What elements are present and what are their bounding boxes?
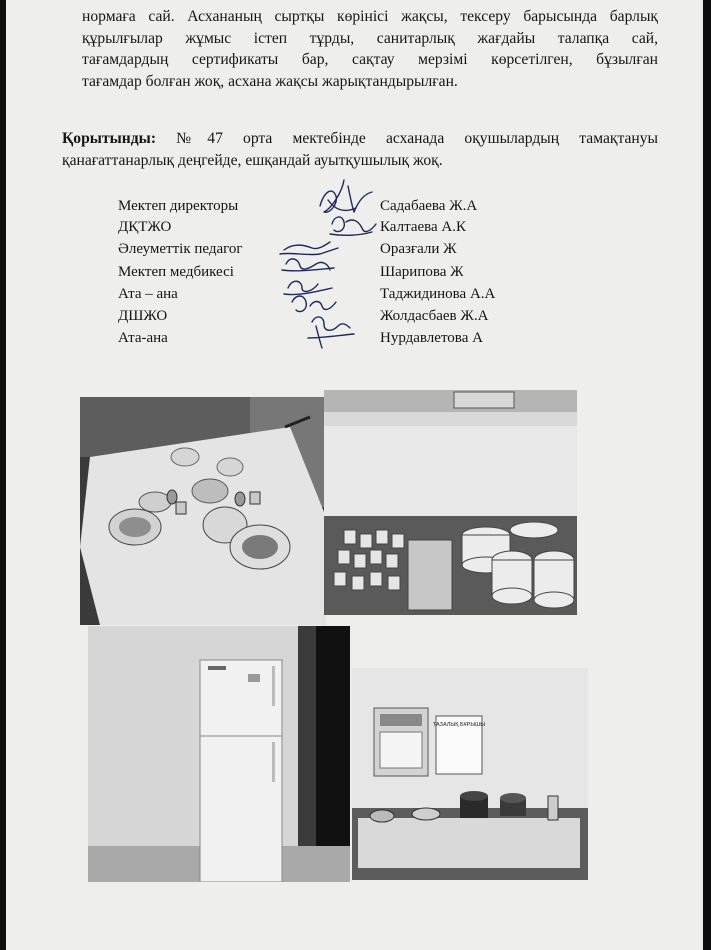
photo-dish-shelf bbox=[324, 390, 577, 615]
signatory-name: Шарипова Ж bbox=[380, 264, 464, 280]
conclusion-line-2: қанағаттанарлық деңгейде, ешқандай ауытқушылық жоқ. bbox=[62, 152, 443, 169]
intro-line: нормаға сай. Асхананың сыртқы көрінісі жақсы, тексеру барысында барлық bbox=[82, 8, 658, 25]
conclusion-line-1 bbox=[62, 128, 658, 150]
conclusion-paragraph bbox=[62, 128, 658, 172]
signatory-role: Әлеуметтік педагог bbox=[118, 241, 243, 257]
signatory-role: Ата-ана bbox=[118, 330, 168, 346]
scan-left-edge bbox=[0, 0, 6, 950]
photo-served-meal-table bbox=[80, 397, 326, 625]
photo-refrigerator bbox=[88, 626, 350, 882]
intro-line: тағамдар болған жоқ, асхана жақсы жарықтандырылған. bbox=[82, 72, 458, 90]
signatory-name: Нурдавлетова А bbox=[380, 330, 483, 346]
scan-right-edge bbox=[703, 0, 711, 950]
signatory-name: Садабаева Ж.А bbox=[380, 198, 478, 214]
signatory-name: Таджидинова А.А bbox=[380, 286, 496, 302]
signatory-name: Жолдасбаев Ж.А bbox=[380, 308, 489, 324]
hygiene-poster-title: ТАЗАЛЫҚ БҰРЫШЫ bbox=[432, 722, 486, 728]
intro-line: тағамдардың сертификаты бар, сақтау мерзімі көрсетілген, бұзылған bbox=[82, 51, 658, 68]
intro-line: құрылғылар жұмыс істеп тұрды, санитарлық жағдайы талапқа сай, bbox=[82, 29, 658, 47]
photo-hygiene-corner bbox=[352, 668, 588, 880]
signatory-role: Мектеп медбикесі bbox=[118, 264, 234, 280]
signatory-role: Ата – ана bbox=[118, 286, 178, 302]
conclusion-text-1: №47 орта мектебінде асханада оқушылардың тамақтануы bbox=[156, 130, 658, 147]
signatory-role: ДШЖО bbox=[118, 308, 168, 324]
handwritten-signatures bbox=[272, 172, 382, 357]
signatory-name: Оразғали Ж bbox=[380, 241, 457, 257]
conclusion-label: Қорытынды: bbox=[62, 130, 157, 147]
signatory-name: Калтаева А.К bbox=[380, 219, 467, 235]
signatory-role: Мектеп директоры bbox=[118, 198, 239, 214]
signatory-role: ДҚТЖО bbox=[118, 219, 172, 235]
intro-paragraph bbox=[82, 6, 658, 92]
